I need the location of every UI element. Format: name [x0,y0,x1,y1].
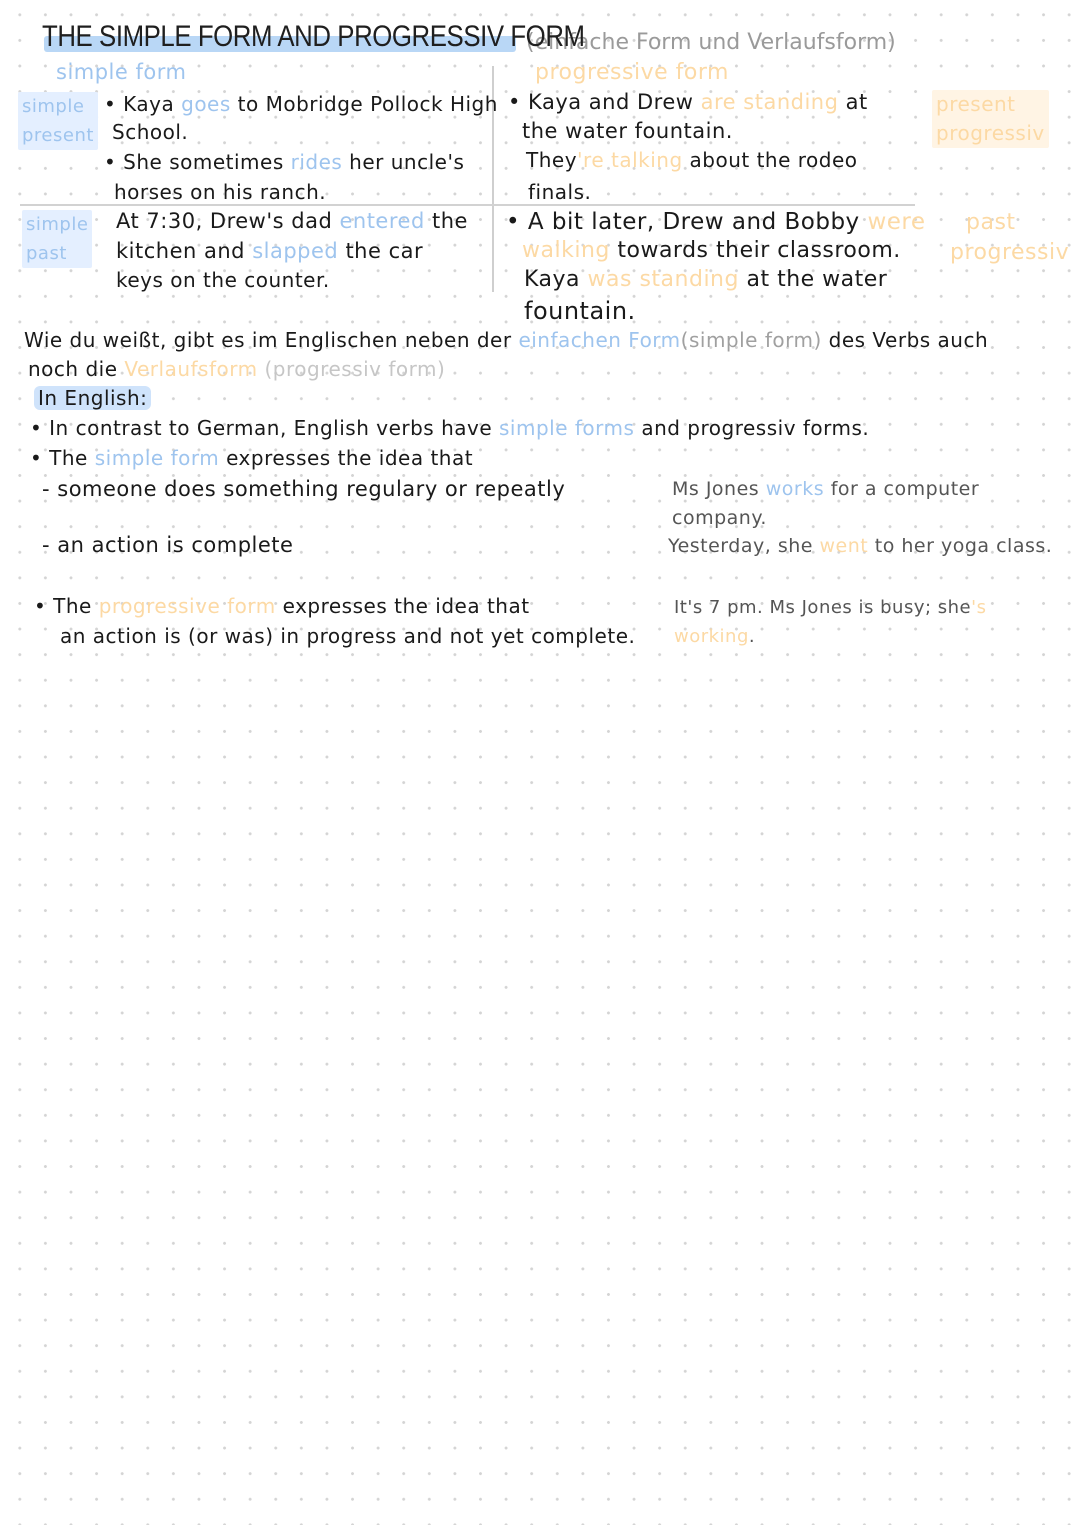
example-line: keys on the counter. [116,268,330,292]
example-line: fountain. [524,297,636,325]
example-line [522,238,901,263]
simple-form-header: simple form [56,60,187,84]
example-line [116,239,423,263]
example-line [104,150,464,174]
intro-text: noch die [28,357,118,381]
label-simple-present [18,92,98,150]
label-text: simple [26,214,89,235]
point-1 [30,416,869,440]
point-text: expresses the idea that [282,594,530,618]
example-text: at the water [746,267,888,292]
example-text: • Kaya and Drew [508,90,694,114]
example-text: It's 7 pm. Ms Jones is busy; she [674,597,972,618]
example-text: to Mobridge Pollock High [237,92,498,116]
example-text: At 7:30, Drew's dad [116,209,333,233]
example-line [104,92,498,116]
verb-progressive: 're [577,148,605,172]
example-text: at [845,90,868,114]
label-simple-past [22,210,92,268]
example-text: Yesterday, she [668,535,813,557]
page-subtitle: (einfache Form und Verlaufsform) [526,30,896,55]
example-text: the [431,209,468,233]
point-text: • The [34,594,92,618]
term-progressive: progressive form [98,594,276,618]
term-simple: simple form [94,446,220,470]
example-right-1 [672,478,979,500]
intro-term-simple: einfachen Form [518,328,681,352]
verb-progressive: walking [522,238,610,263]
table-row-divider [20,204,915,206]
intro-text: Wie du weißt, gibt es im Englischen neben der [24,328,512,352]
example-line: School. [112,120,189,144]
verb-progressive: standing [743,90,839,114]
verb-progressive: are [700,90,737,114]
verb-simple: goes [181,92,231,116]
verb-simple-past: went [819,535,869,557]
label-text: past [966,210,1016,235]
example-text: Ms Jones [672,478,760,500]
in-english-text: In English: [34,386,151,410]
progressive-form-header: progressive form [535,60,729,85]
verb-progressive: working [674,626,749,647]
point-text: and progressiv forms. [641,416,870,440]
intro-term-note: (simple form) [680,328,822,352]
label-past-progressive-2: progressiv [950,240,1070,265]
verb-progressive: 's [971,597,987,618]
point-text: • The [30,446,88,470]
example-line [508,90,868,114]
intro-term-note: (progressiv form) [264,357,446,381]
example-text: about the rodeo [689,148,858,172]
example-text: Kaya [524,267,581,292]
example-text: • Kaya [104,92,175,116]
intro-term-progressive: Verlaufsform [124,357,258,381]
term-simple: simple forms [499,416,635,440]
example-text: for a computer [830,478,980,500]
example-text: They [526,148,578,172]
example-line [526,148,858,172]
in-english-label [34,386,151,410]
example-line [506,209,926,235]
example-text: her uncle's [349,150,465,174]
verb-simple: rides [290,150,343,174]
point-2-sub-2: - an action is complete [42,533,294,557]
label-text: simple [22,96,85,117]
label-text: progressiv [936,121,1045,145]
example-right-2 [668,535,1052,557]
point-text: expresses the idea that [226,446,474,470]
verb-progressive: were [867,209,926,235]
example-right-3b [674,626,755,647]
verb-simple: entered [339,209,425,233]
example-text: kitchen and [116,239,245,263]
verb-simple: works [765,478,825,500]
example-right-3 [674,597,986,618]
label-text: present [936,92,1016,116]
verb-progressive: standing [639,267,739,292]
example-text: to her yoga class. [874,535,1053,557]
intro-line-1 [24,328,988,352]
example-text: . [748,626,756,647]
example-line: finals. [528,180,592,204]
label-text: past [26,243,67,264]
verb-simple: slapped [252,239,339,263]
example-text: • A bit later, Drew and Bobby [506,209,860,235]
point-text: • In contrast to German, English verbs have [30,416,493,440]
point-2 [30,446,473,470]
example-right-1b: company. [672,507,767,529]
example-line [524,267,887,292]
example-text: • She sometimes [104,150,284,174]
label-present-progressive [932,90,1049,148]
point-2-sub-1: - someone does something regulary or repeatly [42,477,566,501]
label-text: present [22,125,94,146]
example-text: the car [345,239,424,263]
point-3 [34,594,530,618]
example-line: the water fountain. [522,119,733,143]
verb-progressive: talking [611,148,683,172]
example-line [116,209,468,233]
point-3-line-2: an action is (or was) in progress and not yet complete. [60,624,636,648]
intro-line-2 [28,357,445,381]
intro-text: des Verbs auch [828,328,989,352]
page-title: THE SIMPLE FORM AND PROGRESSIV FORM [42,20,585,53]
example-line: horses on his ranch. [114,180,327,204]
example-text: towards their classroom. [617,238,901,263]
label-past-progressive [966,208,1016,238]
verb-progressive: was [587,267,632,292]
